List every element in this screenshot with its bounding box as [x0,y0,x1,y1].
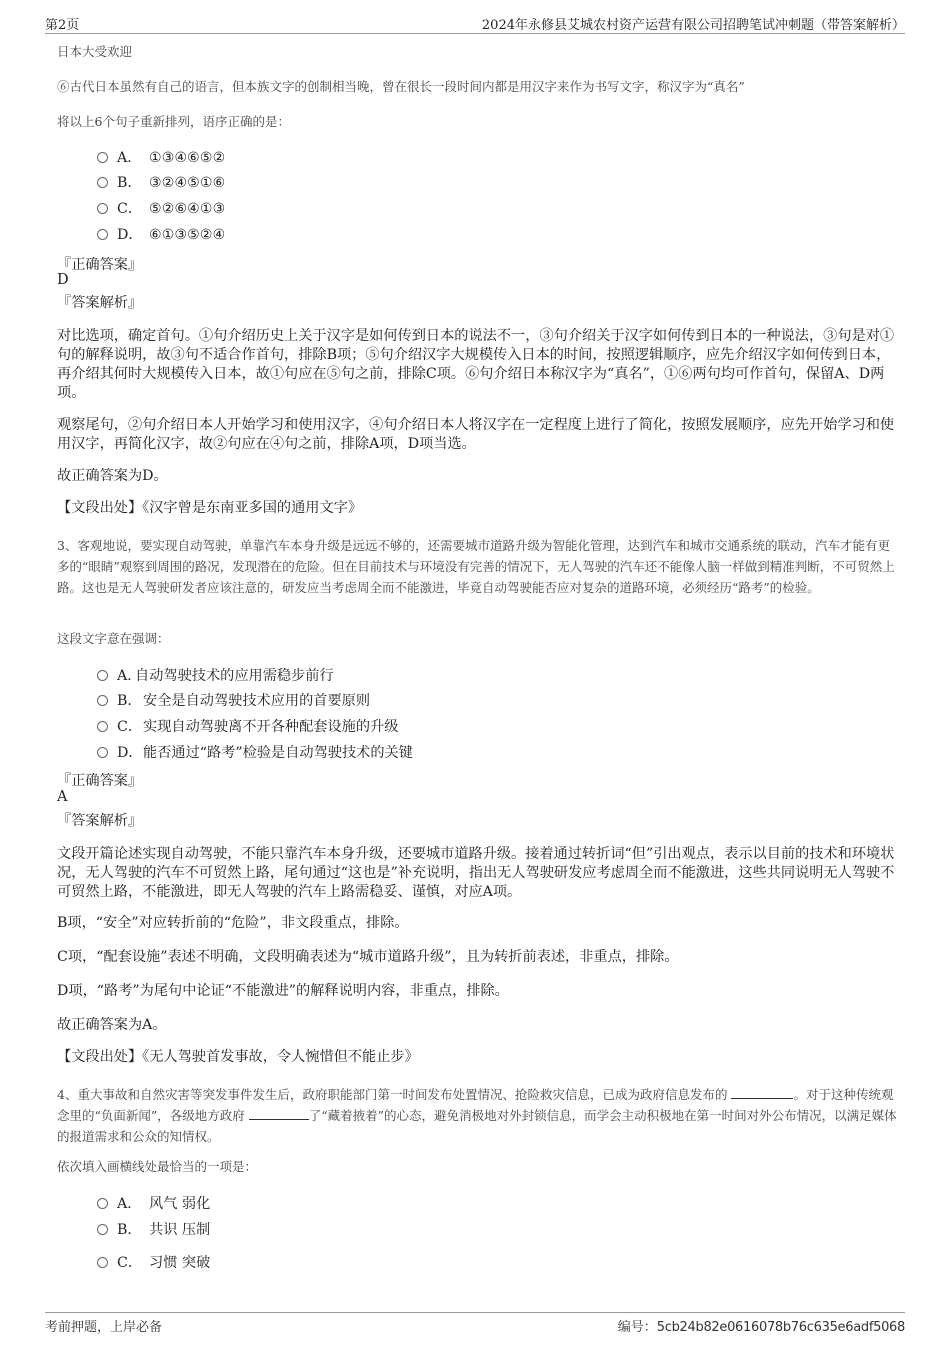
q3-source: 【文段出处】《无人驾驶首发事故，令人惋惜但不能止步》 [57,1049,419,1065]
q3-analysis-p1: 文段开篇论述实现自动驾驶，不能只靠汽车本身升级，还要城市道路升级。接着通过转折词“但”引出观点，表示以目前的技术和环境状况，无人驾驶的汽车不可贸然上路，尾句通过“这也是”补充说明，指出无人驾驶研发应考虑周全而不能激进，这些共同说明无人驾驶不可贸然上路，不能激进，即无人驾驶的汽车上路需稳妥、谨慎，对应A项。 [57,846,895,900]
q2-option-b[interactable]: B． ③②④⑤①⑥ [97,172,225,196]
q2-option-d[interactable]: D． ⑥①③⑤②④ [97,224,225,248]
fill-blank-2[interactable] [249,1107,309,1120]
q2-option-a[interactable]: A． ①③④⑥⑤② [97,147,225,171]
document-code: 编号：5cb24b82e0616078b76c635e6adf5068 [617,1320,905,1335]
radio-icon[interactable] [97,670,108,681]
radio-icon[interactable] [97,203,108,214]
q3-prompt: 这段文字意在强调： [57,631,170,646]
q4-option-b[interactable]: B． 共识 压制 [97,1219,210,1243]
q2-answer: D [57,272,69,288]
q2-source: 【文段出处】《汉字曾是东南亚多国的通用文字》 [57,500,363,516]
q2-conclusion: 故正确答案为D。 [57,468,168,484]
q2-answer-label: 『正确答案』 [57,257,143,273]
q2-prompt: 将以上6个句子重新排列，语序正确的是： [57,114,290,129]
q2-option-c[interactable]: C． ⑤②⑥④①③ [97,198,225,222]
q3-analysis-label: 『答案解析』 [57,813,143,829]
q4-prompt: 依次填入画横线处最恰当的一项是： [57,1159,258,1174]
header-divider [45,33,905,34]
radio-icon[interactable] [97,1257,108,1268]
q2-analysis-p2: 观察尾句，②句介绍日本人开始学习和使用汉字，④句介绍日本人将汉字在一定程度上进行了简化，按照发展顺序，应先开始学习和使用汉字，再简化汉字，故②句应在④句之前，排除A项，D项当选。 [57,417,895,452]
q4-stem: 4、重大事故和自然灾害等突发事件发生后，政府职能部门第一时间发布处置情况、抢险救灾信息，已成为政府信息发布的 。对于这种传统观念里的“负面新闻”，各级地方政府 了“藏着掖着”的心态，避免消极地对外封锁信息，而学会主动积极地在第一时间对外公布情况，以满足媒体的报道需求和公众的知情权。 [57,1087,897,1144]
radio-icon[interactable] [97,229,108,240]
radio-icon[interactable] [97,1198,108,1209]
radio-icon[interactable] [97,152,108,163]
q2-sentence-5-tail: 日本大受欢迎 [57,44,133,59]
q2-sentence-6: ⑥古代日本虽然有自己的语言，但本族文字的创制相当晚，曾在很长一段时间内都是用汉字来作为书写文字，称汉字为“真名” [57,79,745,94]
q3-conclusion: 故正确答案为A。 [57,1017,167,1033]
footer-slogan: 考前押题，上岸必备 [45,1320,163,1335]
footer-divider [45,1312,905,1313]
q3-answer: A [57,789,68,805]
q3-option-b[interactable]: B．安全是自动驾驶技术应用的首要原则 [97,690,370,714]
q3-option-d[interactable]: D．能否通过“路考”检验是自动驾驶技术的关键 [97,742,413,766]
radio-icon[interactable] [97,177,108,188]
q3-option-c[interactable]: C．实现自动驾驶离不开各种配套设施的升级 [97,716,398,740]
q3-answer-label: 『正确答案』 [57,773,143,789]
document-title: 2024年永修县艾城农村资产运营有限公司招聘笔试冲刺题（带答案解析） [481,18,905,33]
q3-analysis-c: C项，“配套设施”表述不明确，文段明确表述为“城市道路升级”，且为转折前表述，非重点，排除。 [57,949,679,965]
q3-stem: 3、客观地说，要实现自动驾驶，单靠汽车本身升级是远远不够的，还需要城市道路升级为智能化管理，达到汽车和城市交通系统的联动，汽车才能有更多的“眼睛”观察到周围的路况，发现潜在的危险。但在目前技术与环境没有完善的情况下，无人驾驶的汽车还不能像人脑一样做到精准判断，不可贸然上路。这也是无人驾驶研发者应该注意的，研发应当考虑周全而不能激进，毕竟自动驾驶能否应对复杂的道路环境，必须经历“路考”的检验。 [57,538,895,595]
q2-analysis-label: 『答案解析』 [57,295,143,311]
radio-icon[interactable] [97,747,108,758]
q4-option-a[interactable]: A． 风气 弱化 [97,1193,210,1217]
q2-analysis-p1: 对比选项，确定首句。①句介绍历史上关于汉字是如何传到日本的说法不一，③句介绍关于汉字如何传到日本的一种说法，③句是对①句的解释说明，故③句不适合作首句，排除B项；⑤句介绍汉字大规模传入日本的时间，按照逻辑顺序，应先介绍汉字如何传到日本，再介绍其何时大规模传入日本，故①句应在⑤句之前，排除C项。⑥句介绍日本称汉字为“真名”，①⑥两句均可作首句，保留A、D两项。 [57,328,895,401]
q4-option-c[interactable]: C． 习惯 突破 [97,1252,210,1276]
fill-blank-1[interactable] [731,1086,793,1099]
radio-icon[interactable] [97,721,108,732]
q3-analysis-d: D项，“路考”为尾句中论证“不能激进”的解释说明内容，非重点，排除。 [57,983,509,999]
page-number: 第2页 [45,18,80,33]
radio-icon[interactable] [97,695,108,706]
page-header [45,14,905,34]
q3-option-a[interactable]: A．自动驾驶技术的应用需稳步前行 [97,665,334,689]
radio-icon[interactable] [97,1224,108,1235]
q3-analysis-b: B项，“安全”对应转折前的“危险”，非文段重点，排除。 [57,915,409,931]
